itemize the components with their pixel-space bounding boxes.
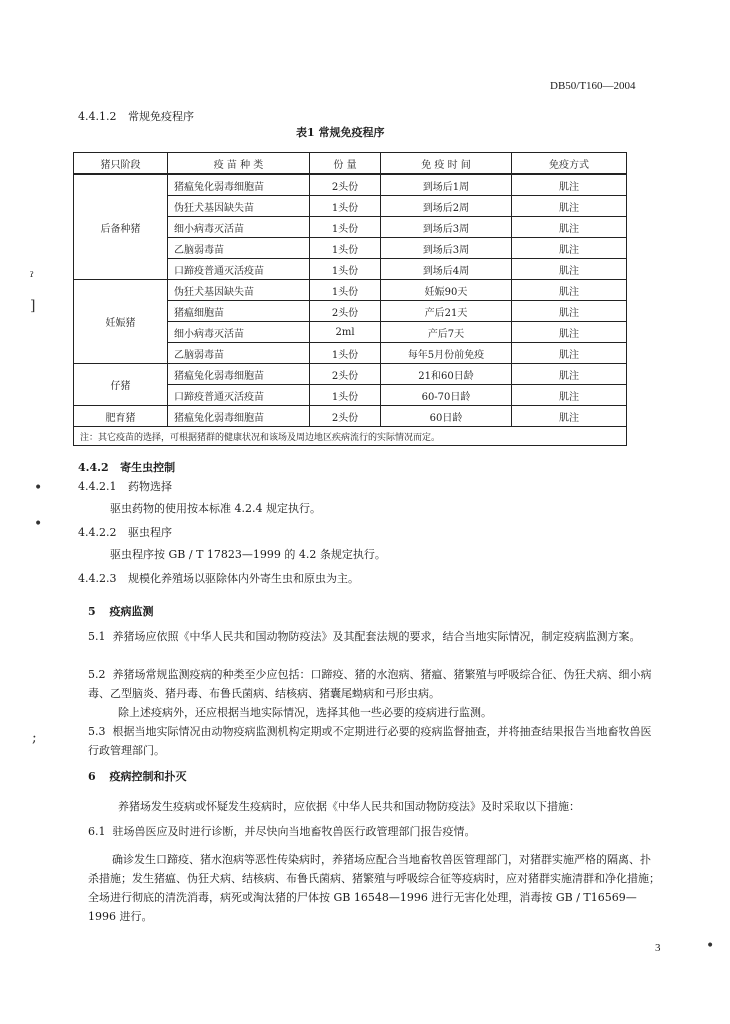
header-vaccine: 疫 苗 种 类 xyxy=(168,153,310,175)
stage-cell: 后备种猪 xyxy=(74,174,168,280)
vaccine-cell: 猪瘟细胞苗 xyxy=(168,301,310,322)
time-cell: 到场后2周 xyxy=(381,196,512,217)
stage-cell: 仔猪 xyxy=(74,364,168,406)
immunization-table xyxy=(73,152,627,446)
section-body: 规模化养殖场以驱除体内外寄生虫和原虫为主。 xyxy=(127,572,359,585)
section-number: 6 xyxy=(88,770,96,783)
page-number: 3 xyxy=(655,942,661,954)
table-row xyxy=(74,174,627,196)
method-cell: 肌注 xyxy=(512,217,627,238)
section-body: 驻场兽医应及时进行诊断，并尽快向当地畜牧兽医行政管理部门报告疫情。 xyxy=(112,825,476,838)
section-body: 养猪场常规监测疫病的种类至少应包括：口蹄疫、猪的水泡病、猪瘟、猪繁殖与呼吸综合征、伪狂犬病、细小病毒、乙型脑炎、猪丹毒、布鲁氏菌病、结核病、猪囊尾蚴病和弓形虫病。 xyxy=(88,668,652,700)
dose-cell: 1头份 xyxy=(310,259,381,280)
dose-cell: 2头份 xyxy=(310,301,381,322)
section-title: 疫病监测 xyxy=(109,605,154,618)
vaccine-cell: 口蹄疫普通灭活疫苗 xyxy=(168,259,310,280)
dose-cell: 1头份 xyxy=(310,217,381,238)
time-cell: 每年5月份前免疫 xyxy=(381,343,512,364)
section-number: 5 xyxy=(88,605,96,618)
section-number: 5.3 xyxy=(88,725,106,738)
method-cell: 肌注 xyxy=(512,406,627,427)
time-cell: 产后21天 xyxy=(381,301,512,322)
section-number: 5.1 xyxy=(88,630,106,643)
stage-cell: 肥育猪 xyxy=(74,406,168,427)
time-cell: 21和60日龄 xyxy=(381,364,512,385)
section-53 xyxy=(88,722,660,760)
section-number: 4.4.2.1 xyxy=(78,480,117,493)
section-4423 xyxy=(78,570,359,586)
section-body: 根据当地实际情况由动物疫病监测机构定期或不定期进行必要的疫病监督抽查，并将抽查结果报告当地畜牧兽医行政管理部门。 xyxy=(88,725,652,757)
method-cell: 肌注 xyxy=(512,238,627,259)
dose-cell: 1头份 xyxy=(310,343,381,364)
vaccine-cell: 细小病毒灭活苗 xyxy=(168,322,310,343)
table-caption: 表1 常规免疫程序 xyxy=(296,126,385,139)
dose-cell: 1头份 xyxy=(310,280,381,301)
method-cell: 肌注 xyxy=(512,322,627,343)
section-442-heading xyxy=(78,459,175,475)
vaccine-cell: 猪瘟兔化弱毒细胞苗 xyxy=(168,364,310,385)
section-4421-body: 驱虫药物的使用按本标准 4.2.4 规定执行。 xyxy=(110,502,321,515)
time-cell: 到场后4周 xyxy=(381,259,512,280)
section-4422-body: 驱虫程序按 GB / T 17823—1999 的 4.2 条规定执行。 xyxy=(110,548,386,561)
vaccine-cell: 猪瘟兔化弱毒细胞苗 xyxy=(168,174,310,196)
section-title: 疫病控制和扑灭 xyxy=(109,770,187,783)
method-cell: 肌注 xyxy=(512,364,627,385)
vaccine-cell: 乙脑弱毒苗 xyxy=(168,343,310,364)
vaccine-cell: 伪狂犬基因缺失苗 xyxy=(168,280,310,301)
vaccine-cell: 伪狂犬基因缺失苗 xyxy=(168,196,310,217)
section-title: 药物选择 xyxy=(127,480,172,493)
table-row xyxy=(74,364,627,385)
table-row xyxy=(74,406,627,427)
section-title: 寄生虫控制 xyxy=(120,461,176,474)
section-number: 6.1 xyxy=(88,825,106,838)
margin-mark: ˀ xyxy=(30,270,34,286)
time-cell: 到场后3周 xyxy=(381,238,512,259)
dose-cell: 1头份 xyxy=(310,385,381,406)
time-cell: 60-70日龄 xyxy=(381,385,512,406)
method-cell: 肌注 xyxy=(512,385,627,406)
section-title: 常规免疫程序 xyxy=(127,110,194,123)
dose-cell: 2头份 xyxy=(310,364,381,385)
document-code: DB50/T160—2004 xyxy=(550,80,636,92)
section-52 xyxy=(88,665,660,703)
dose-cell: 1头份 xyxy=(310,196,381,217)
section-4422-heading xyxy=(78,524,172,540)
header-time: 免 疫 时 间 xyxy=(381,153,512,175)
margin-mark: ; xyxy=(32,730,37,746)
dose-cell: 1头份 xyxy=(310,238,381,259)
time-cell: 到场后3周 xyxy=(381,217,512,238)
vaccine-cell: 细小病毒灭活苗 xyxy=(168,217,310,238)
section-number: 4.4.2.3 xyxy=(78,572,117,585)
table-note: 注：其它疫苗的选择，可根据猪群的健康状况和该场及周边地区疾病流行的实际情况而定。 xyxy=(74,427,627,446)
vaccine-cell: 口蹄疫普通灭活疫苗 xyxy=(168,385,310,406)
vaccine-cell: 猪瘟兔化弱毒细胞苗 xyxy=(168,406,310,427)
section-number: 4.4.2 xyxy=(78,461,109,474)
section-4421-heading xyxy=(78,478,172,494)
table-note-row xyxy=(74,427,627,446)
method-cell: 肌注 xyxy=(512,196,627,217)
section-number: 4.4.2.2 xyxy=(78,526,117,539)
section-61 xyxy=(88,822,476,841)
stage-cell: 妊娠猪 xyxy=(74,280,168,364)
dose-cell: 2头份 xyxy=(310,406,381,427)
method-cell: 肌注 xyxy=(512,343,627,364)
table-body xyxy=(74,174,627,446)
section-5-heading xyxy=(88,603,154,619)
section-4412-heading xyxy=(78,108,194,124)
section-body: 养猪场应依照《中华人民共和国动物防疫法》及其配套法规的要求，结合当地实际情况，制定疫病监测方案。 xyxy=(112,630,641,643)
section-61-detail: 确诊发生口蹄疫、猪水泡病等恶性传染病时，养猪场应配合当地畜牧兽医管理部门，对猪群实施严格的隔离、扑杀措施；发生猪瘟、伪狂犬病、结核病、布鲁氏菌病、猪繁殖与呼吸综合征等疫病时，应对猪群实施清群和净化措施；全场进行彻底的清洗消毒，病死或淘汰猪的尸体按 GB 16548—1996 进行无害化处理，消毒按 GB / T16569—1996 进行。 xyxy=(88,853,660,923)
section-number: 4.4.1.2 xyxy=(78,110,117,123)
section-number: 5.2 xyxy=(88,668,106,681)
method-cell: 肌注 xyxy=(512,280,627,301)
method-cell: 肌注 xyxy=(512,174,627,196)
margin-mark: • xyxy=(706,938,715,954)
time-cell: 到场后1周 xyxy=(381,174,512,196)
method-cell: 肌注 xyxy=(512,259,627,280)
header-dose: 份 量 xyxy=(310,153,381,175)
section-title: 驱虫程序 xyxy=(127,526,172,539)
header-stage: 猪只阶段 xyxy=(74,153,168,175)
table-header-row xyxy=(74,153,627,175)
time-cell: 妊娠90天 xyxy=(381,280,512,301)
time-cell: 60日龄 xyxy=(381,406,512,427)
method-cell: 肌注 xyxy=(512,301,627,322)
section-52-extra: 除上述疫病外，还应根据当地实际情况，选择其他一些必要的疫病进行监测。 xyxy=(118,706,492,719)
dose-cell: 2ml xyxy=(310,322,381,343)
margin-mark: ] xyxy=(30,298,36,314)
time-cell: 产后7天 xyxy=(381,322,512,343)
dose-cell: 2头份 xyxy=(310,174,381,196)
vaccine-cell: 乙脑弱毒苗 xyxy=(168,238,310,259)
section-51 xyxy=(88,627,660,646)
margin-mark: • xyxy=(34,516,43,532)
section-6-heading xyxy=(88,768,187,784)
header-method: 免疫方式 xyxy=(512,153,627,175)
section-6-intro: 养猪场发生疫病或怀疑发生疫病时，应依据《中华人民共和国动物防疫法》及时采取以下措施： xyxy=(118,800,580,813)
table-row xyxy=(74,280,627,301)
margin-mark: • xyxy=(34,480,43,496)
